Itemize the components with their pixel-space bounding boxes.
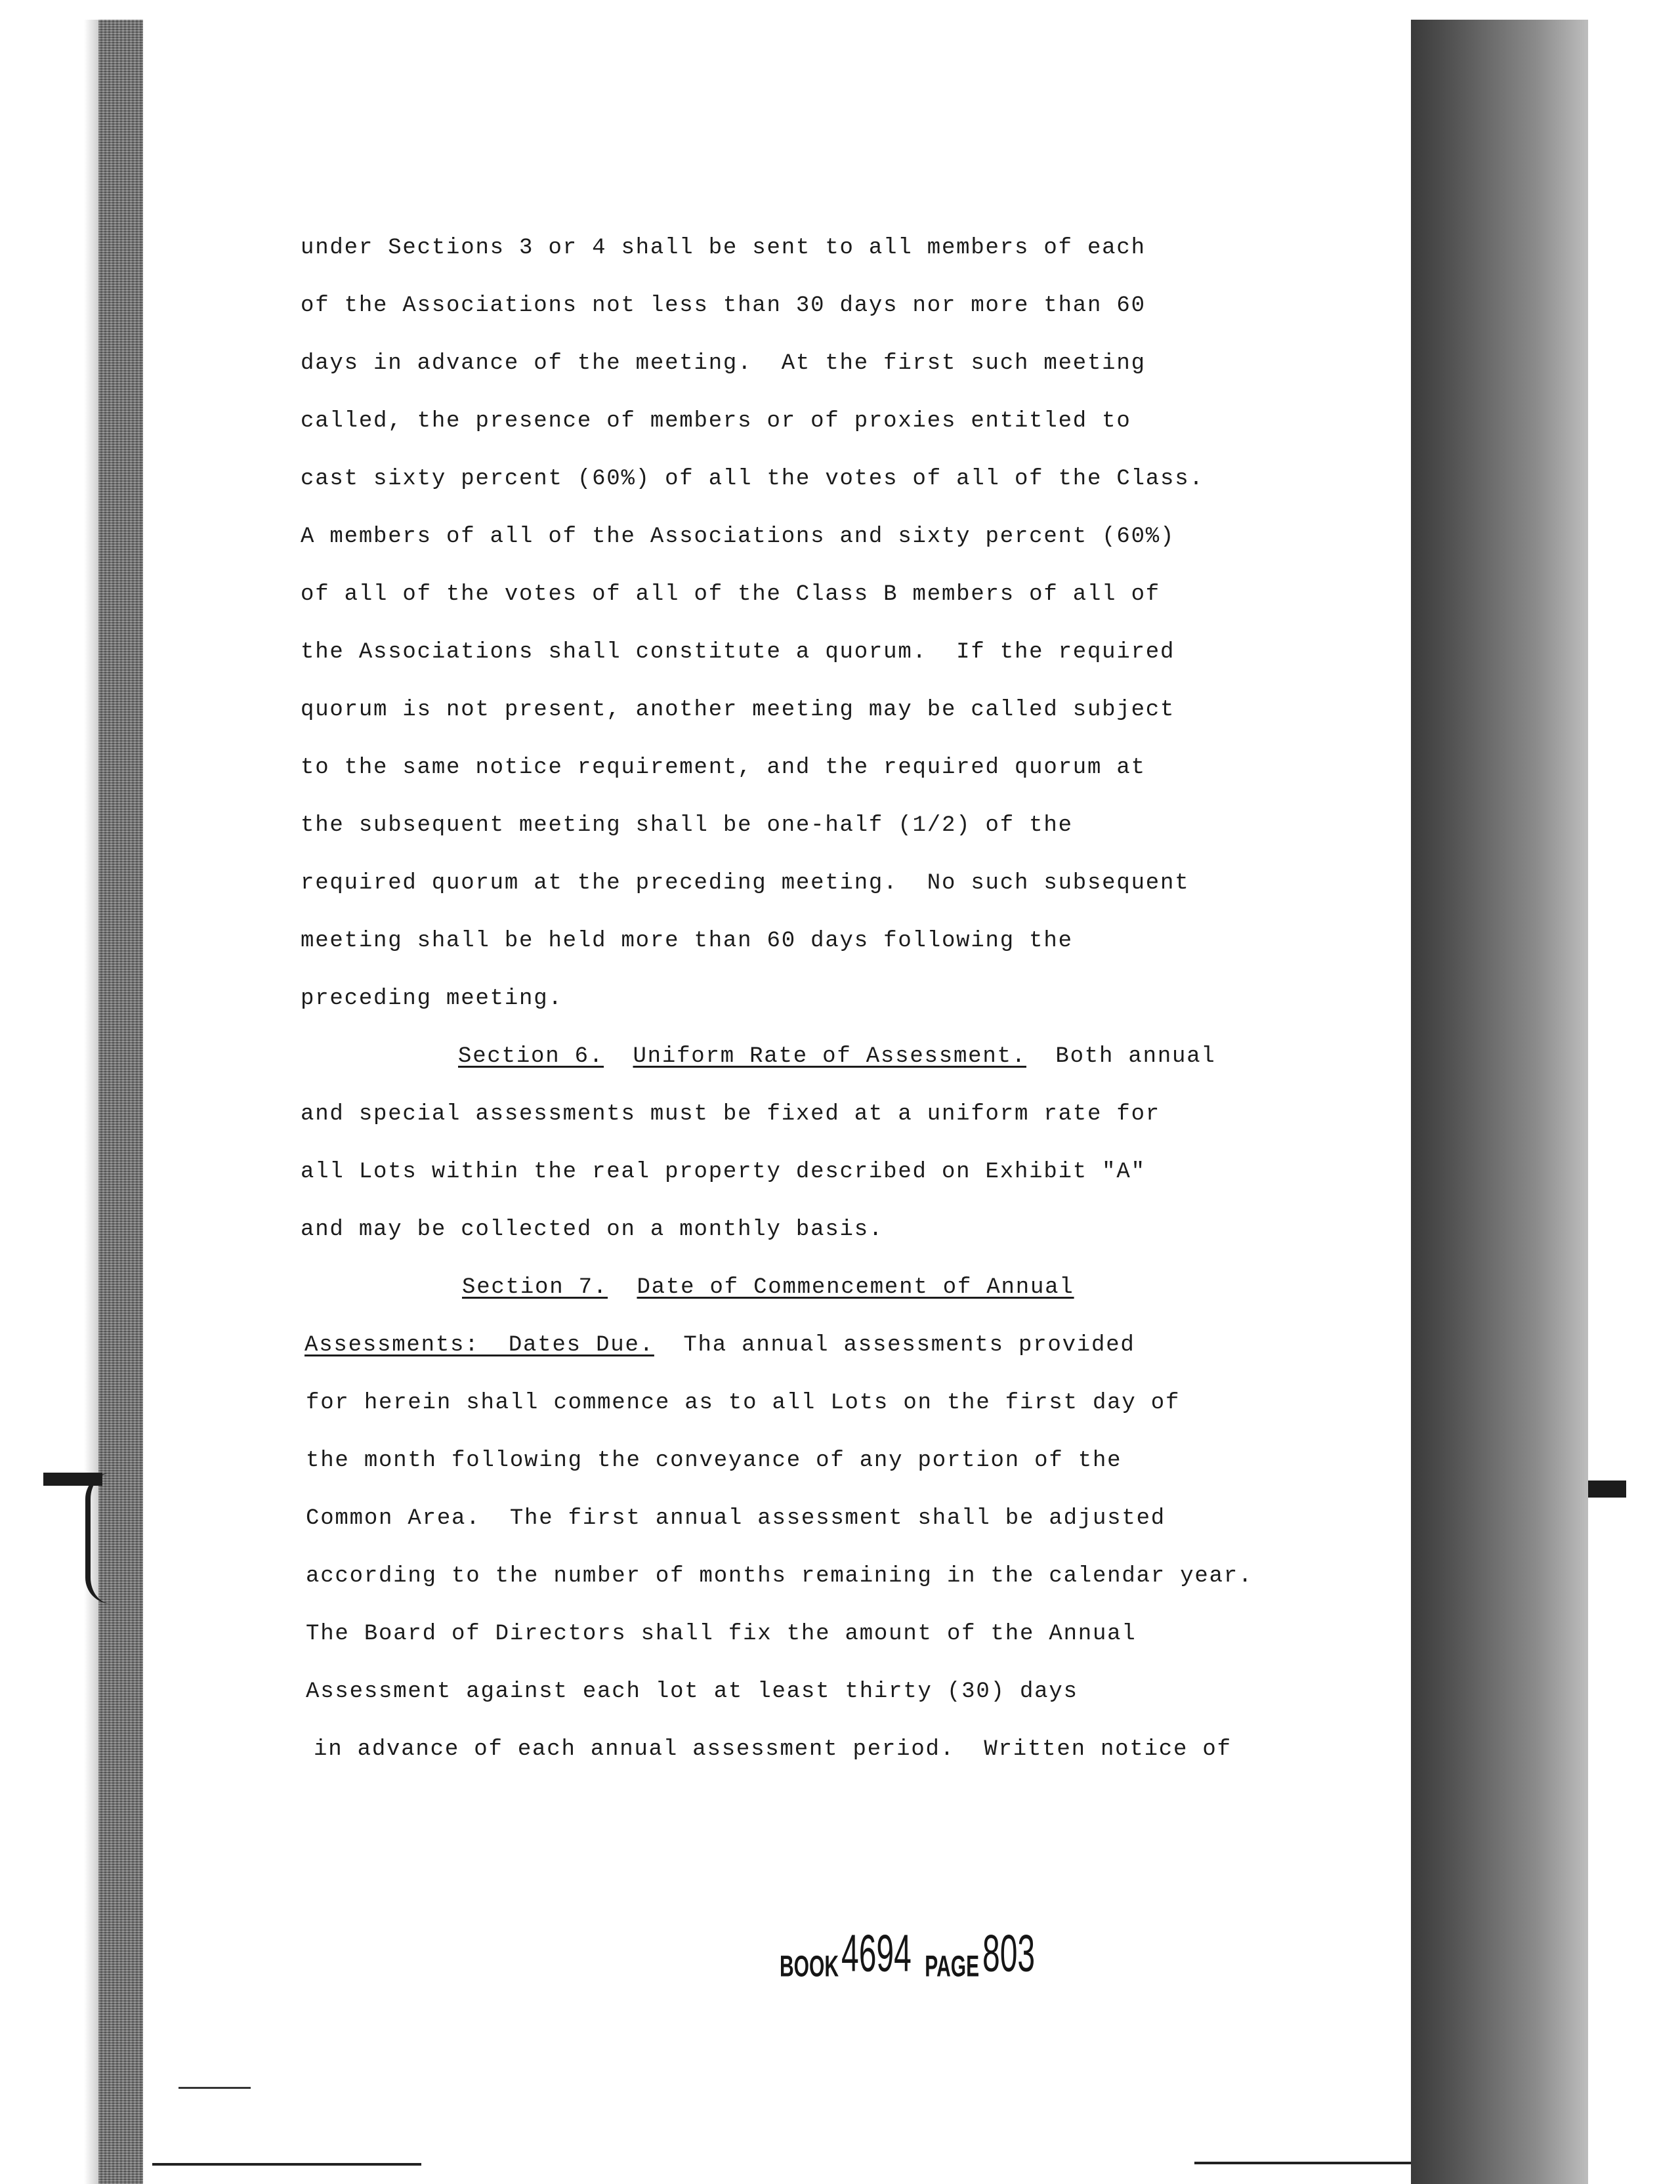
binder-clip-left-curve	[85, 1473, 117, 1604]
text-line: days in advance of the meeting. At the first such meeting	[301, 351, 1146, 376]
text-line: cast sixty percent (60%) of all the votes of all of the Class.	[301, 467, 1204, 492]
section-6-title: Uniform Rate of Assessment.	[633, 1044, 1026, 1069]
text-line: A members of all of the Associations and sixty percent (60%)	[301, 524, 1175, 549]
section-7-lead-text: Tha annual assessments provided	[683, 1333, 1135, 1358]
text-line: to the same notice requirement, and the required quorum at	[301, 755, 1146, 780]
section-7-heading-line	[462, 1274, 1074, 1301]
text-line: under Sections 3 or 4 shall be sent to all members of each	[301, 236, 1146, 261]
text-line: The Board of Directors shall fix the amount of the Annual	[306, 1622, 1137, 1647]
text-line: required quorum at the preceding meeting. No such subsequent	[301, 871, 1190, 896]
scan-left-edge	[98, 20, 143, 2184]
text-line: the Associations shall constitute a quorum. If the required	[301, 640, 1175, 665]
section-7-title: Date of Commencement of Annual	[637, 1275, 1074, 1300]
text-line: according to the number of months remaining in the calendar year.	[306, 1564, 1253, 1589]
section-7-title-continued: Assessments: Dates Due.	[304, 1333, 654, 1358]
section-7-title-continued-line	[304, 1332, 1135, 1358]
text-line: Common Area. The first annual assessment shall be adjusted	[306, 1506, 1166, 1531]
text-line: and may be collected on a monthly basis.	[301, 1217, 884, 1242]
text-line: quorum is not present, another meeting may be called subject	[301, 698, 1175, 723]
stamp-page-number: 803	[982, 1923, 1035, 1983]
text-line: for herein shall commence as to all Lots on the first day of	[306, 1391, 1181, 1416]
stamp-book-label: BOOK	[780, 1950, 839, 1983]
stamp-page-label: PAGE	[925, 1950, 980, 1983]
page-bottom-edge-right	[1194, 2162, 1411, 2164]
text-line: Assessment against each lot at least thirty (30) days	[306, 1679, 1078, 1704]
scan-right-edge	[1411, 20, 1588, 2184]
text-line: all Lots within the real property described on Exhibit "A"	[301, 1160, 1146, 1185]
text-line: of the Associations not less than 30 days nor more than 60	[301, 293, 1146, 318]
section-6-lead-text: Both annual	[1055, 1044, 1216, 1069]
text-line: called, the presence of members or of proxies entitled to	[301, 409, 1131, 434]
margin-mark	[178, 2087, 251, 2089]
text-line: meeting shall be held more than 60 days following the	[301, 929, 1073, 954]
text-line: in advance of each annual assessment period. Written notice of	[314, 1737, 1232, 1762]
section-6-heading: Section 6.	[458, 1044, 604, 1069]
text-line: of all of the votes of all of the Class B members of all of	[301, 582, 1160, 607]
section-6-heading-line	[458, 1043, 1216, 1070]
text-line: preceding meeting.	[301, 986, 563, 1011]
text-line: the subsequent meeting shall be one-half (1/2) of the	[301, 813, 1073, 838]
text-line: and special assessments must be fixed at a uniform rate for	[301, 1102, 1160, 1127]
text-line: the month following the conveyance of any portion of the	[306, 1448, 1122, 1473]
page-bottom-edge-left	[152, 2163, 421, 2166]
binder-clip-right	[1588, 1480, 1626, 1498]
section-7-heading: Section 7.	[462, 1275, 608, 1300]
stamp-book-number: 4694	[841, 1923, 912, 1983]
book-page-stamp	[780, 1923, 1052, 1994]
